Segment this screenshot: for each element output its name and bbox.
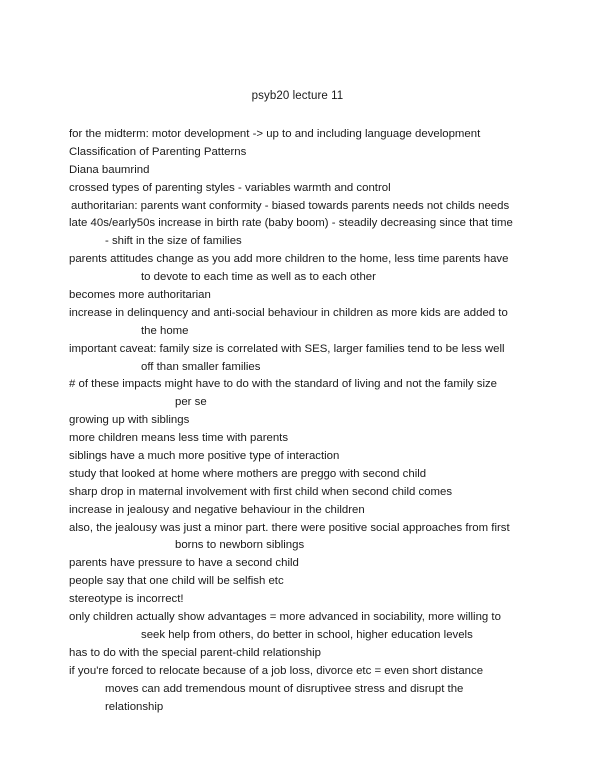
note-line: Classification of Parenting Patterns (69, 145, 247, 158)
note-line: increase in jealousy and negative behaviour in the children (69, 503, 365, 516)
note-line: seek help from others, do better in school, higher education levels (141, 628, 473, 641)
note-line: also, the jealousy was just a minor part. there were positive social approaches from first (69, 521, 510, 534)
document-title: psyb20 lecture 11 (251, 90, 344, 102)
note-line: if you're forced to relocate because of a job loss, divorce etc = even short distance (69, 664, 484, 677)
note-line: moves can add tremendous mount of disruptivee stress and disrupt the (105, 682, 464, 695)
note-line: the home (141, 324, 189, 337)
note-line: borns to newborn siblings (175, 539, 305, 552)
note-line: Diana baumrind (69, 163, 150, 176)
note-line: relationship (105, 700, 164, 713)
note-line: growing up with siblings (69, 414, 190, 427)
note-line: only children actually show advantages = more advanced in sociability, more willing to (69, 611, 501, 624)
note-line: increase in delinquency and anti-social behaviour in children as more kids are added to (69, 306, 508, 319)
note-line: per se (175, 396, 207, 409)
note-line: has to do with the special parent-child relationship (69, 646, 322, 659)
note-line: authoritarian: parents want conformity - biased towards parents needs not childs needs (71, 199, 510, 212)
note-line: people say that one child will be selfish etc (69, 575, 284, 588)
note-line: crossed types of parenting styles - variables warmth and control (69, 181, 391, 194)
document-body (69, 126, 579, 716)
note-line: parents attitudes change as you add more children to the home, less time parents have (69, 253, 509, 266)
note-line: stereotype is incorrect! (69, 593, 184, 606)
note-line: more children means less time with parents (69, 432, 289, 445)
note-line: study that looked at home where mothers are preggo with second child (69, 467, 427, 480)
note-line: siblings have a much more positive type of interaction (69, 450, 340, 463)
note-line: important caveat: family size is correlated with SES, larger families tend to be less well (69, 342, 505, 355)
note-line: late 40s/early50s increase in birth rate (baby boom) - steadily decreasing since that time (69, 217, 513, 230)
note-line: # of these impacts might have to do with the standard of living and not the family size (69, 378, 498, 391)
note-line: becomes more authoritarian (69, 289, 211, 302)
note-line: - shift in the size of families (105, 235, 242, 248)
note-line: off than smaller families (141, 360, 261, 373)
note-line: sharp drop in maternal involvement with first child when second child comes (69, 485, 453, 498)
note-line: parents have pressure to have a second child (69, 557, 299, 570)
note-line: for the midterm: motor development -> up to and including language development (69, 128, 481, 140)
note-line: to devote to each time as well as to each other (141, 271, 376, 284)
